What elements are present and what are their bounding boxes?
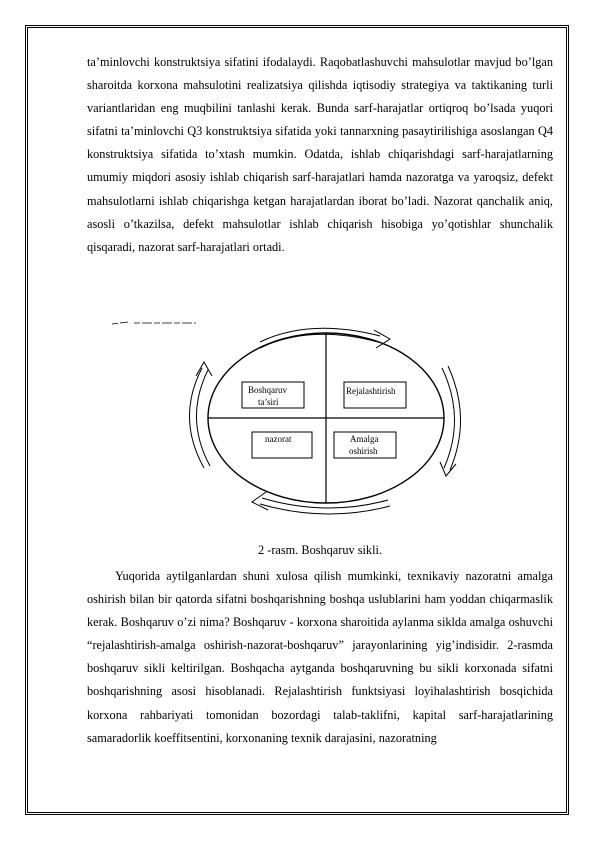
figure-caption: 2 -rasm. Boshqaruv sikli. xyxy=(258,543,382,557)
scratch-mark xyxy=(112,322,196,324)
arrow-bottom xyxy=(260,504,390,514)
box-nazorat-label: nazorat xyxy=(265,434,292,444)
box-amalga-line1: Amalga xyxy=(350,434,379,444)
box-boshqaruv-line2: ta’siri xyxy=(258,397,279,407)
box-amalga-line2: oshirish xyxy=(349,446,378,456)
box-boshqaruv-line1: Boshqaruv xyxy=(248,385,287,395)
box-rejalashtirish-label: Rejalashtirish xyxy=(346,386,396,396)
paragraph-2 xyxy=(87,565,553,750)
management-cycle-diagram xyxy=(110,318,470,523)
paragraph-1: ta’minlovchi konstruktsiya sifatini ifodalaydi. Raqobatlashuvchi mahsulotlar mavjud bo’lgan sharoitda korxona mahsulotini realizatsiya qilishda iqtisodiy strategiya va taktikaning turli variantlaridan eng muqbilini tanlashi kerak. Bunda sarf-harajatlar ortiqroq bo’lsada yuqori sifatni ta’minlovchi Q3 konstruktsiya sifatida yoki tannarxning pasaytirilishiga asoslangan Q4 konstruktsiya sifatida to’xtash mumkin. Odatda, ishlab chiqarishdagi sarf-harajatlarning umumiy miqdori asosiy ishlab chiqarish sarf-harajatlari hamda nazoratga va yaroqsiz, defekt mahsulotlarni ishlab chiqarishga ketgan harajatlardan iborat bo’ladi. Nazorat qanchalik aniq, asosli o’tkazilsa, defekt mahsulotlar ishlab chiqarish hisobiga yo’qotishlar shunchalik qisqaradi, nazorat sarf-harajatlari ortadi. xyxy=(87,55,553,254)
paragraph-2-text: Yuqorida aytilganlardan shuni xulosa qilish mumkinki, texnikaviy nazoratni amalga oshirish bilan bir qatorda sifatni boshqarishning boshqa uslublarini ham yoddan chiqarmaslik kerak. Boshqaruv o’zi nima? Boshqaruv - korxona sharoitida aylanma siklda amalga oshuvchi “rejalashtirish-amalga oshirish-nazorat-boshqaruv” jarayonlarining yig’indisidir. 2-rasmda boshqaruv sikli keltirilgan. Boshqacha aytganda boshqaruvning bu sikli korxonada sifatni boshqarishning asosi hisoblanadi. Rejalashtirish funktsiyasi loyihalashtirish bosqichida korxona rahbariyati tomonidan bozordagi talab-taklifni, kapital sarf-harajatlarining samaradorlik koeffitsentini, korxonaning texnik darajasini, nazoratning xyxy=(87,569,553,745)
